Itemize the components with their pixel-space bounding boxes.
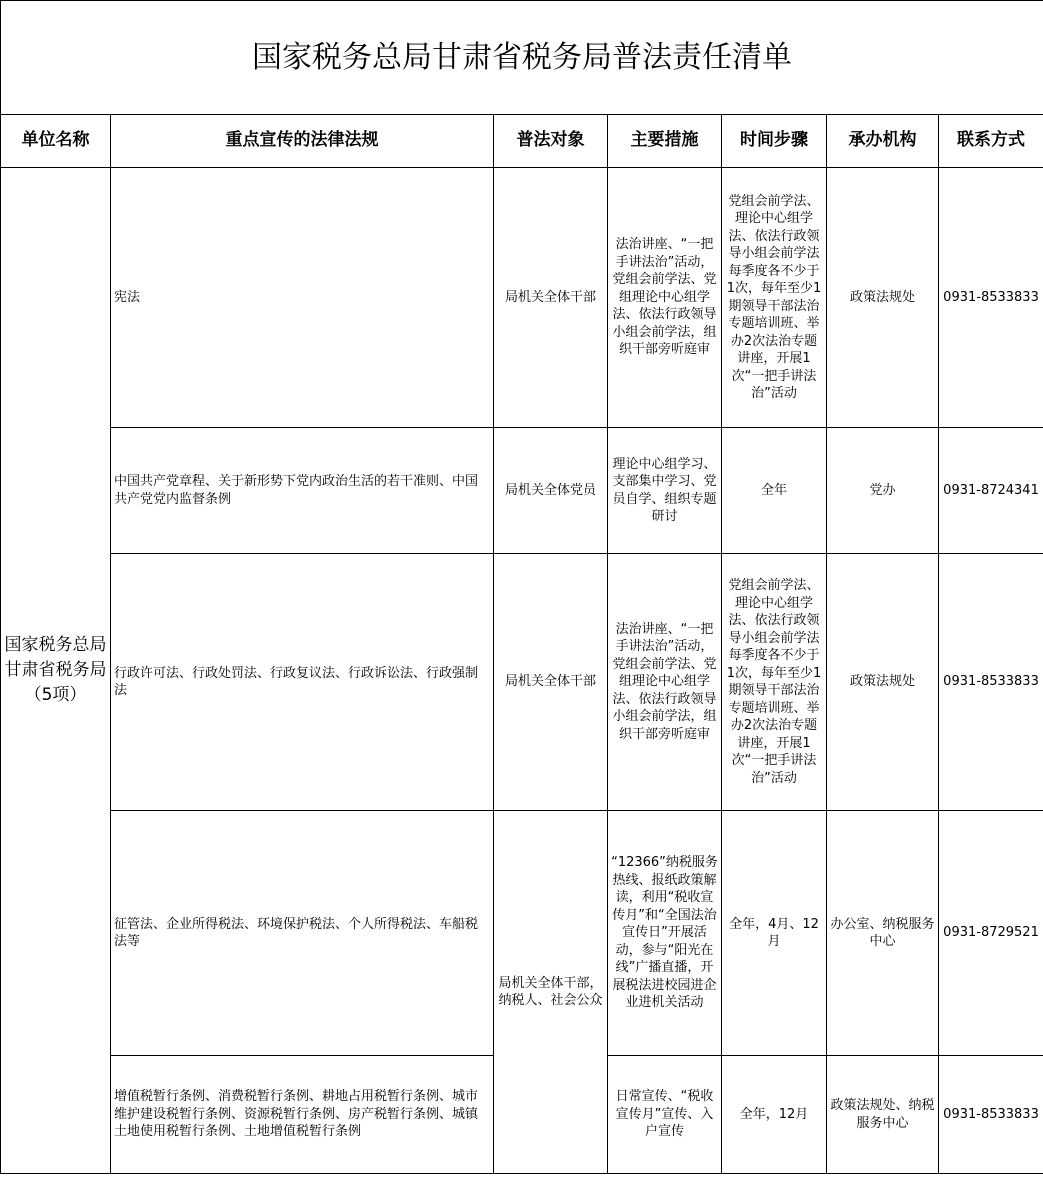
department-cell: 政策法规处	[827, 168, 939, 428]
header-laws: 重点宣传的法律法规	[111, 115, 494, 168]
table-row	[1, 428, 1043, 554]
measures-cell: 法治讲座、“一把手讲法治”活动，党组会前学法、党组理论中心组学法、依法行政领导小组会前学法，组织干部旁听庭审	[608, 168, 722, 428]
measures-cell: 法治讲座、“一把手讲法治”活动，党组会前学法、党组理论中心组学法、依法行政领导小组会前学法，组织干部旁听庭审	[608, 554, 722, 811]
header-department: 承办机构	[827, 115, 939, 168]
department-cell: 政策法规处	[827, 554, 939, 811]
table-row	[1, 168, 1043, 428]
schedule-cell: 党组会前学法、理论中心组学法、依法行政领导小组会前学法每季度各不少于1次，每年至少1期领导干部法治专题培训班、举办2次法治专题讲座，开展1次“一把手讲法治”活动	[722, 554, 827, 811]
target-cell: 局机关全体党员	[494, 428, 608, 554]
header-schedule: 时间步骤	[722, 115, 827, 168]
laws-cell: 征管法、企业所得税法、环境保护税法、个人所得税法、车船税法等	[111, 811, 494, 1056]
schedule-cell: 全年	[722, 428, 827, 554]
schedule-cell: 全年，12月	[722, 1056, 827, 1174]
department-cell: 政策法规处、纳税服务中心	[827, 1056, 939, 1174]
contact-cell: 0931-8533833	[939, 1056, 1043, 1174]
target-cell: 局机关全体干部	[494, 168, 608, 428]
header-unit: 单位名称	[1, 115, 111, 168]
target-cell: 局机关全体干部，纳税人、社会公众	[494, 811, 608, 1174]
table-row	[1, 554, 1043, 811]
laws-cell: 行政许可法、行政处罚法、行政复议法、行政诉讼法、行政强制法	[111, 554, 494, 811]
contact-cell: 0931-8729521	[939, 811, 1043, 1056]
measures-cell: “12366”纳税服务热线、报纸政策解读，利用“税收宣传月”和“全国法治宣传日”开展活动，参与“阳光在线”广播直播，开展税法进校园进企业进机关活动	[608, 811, 722, 1056]
department-cell: 党办	[827, 428, 939, 554]
laws-cell: 增值税暂行条例、消费税暂行条例、耕地占用税暂行条例、城市维护建设税暂行条例、资源税暂行条例、房产税暂行条例、城镇土地使用税暂行条例、土地增值税暂行条例	[111, 1056, 494, 1174]
contact-cell: 0931-8533833	[939, 554, 1043, 811]
measures-cell: 日常宣传、“税收宣传月”宣传、入户宣传	[608, 1056, 722, 1174]
header-contact: 联系方式	[939, 115, 1043, 168]
unit-name-cell	[1, 168, 111, 1174]
schedule-cell: 党组会前学法、理论中心组学法、依法行政领导小组会前学法每季度各不少于1次，每年至少1期领导干部法治专题培训班、举办2次法治专题讲座，开展1次“一把手讲法治”活动	[722, 168, 827, 428]
header-target: 普法对象	[494, 115, 608, 168]
unit-name: 国家税务总局甘肃省税务局	[4, 635, 107, 680]
target-cell: 局机关全体干部	[494, 554, 608, 811]
department-cell: 办公室、纳税服务中心	[827, 811, 939, 1056]
contact-cell: 0931-8724341	[939, 428, 1043, 554]
laws-cell: 宪法	[111, 168, 494, 428]
laws-cell: 中国共产党章程、关于新形势下党内政治生活的若干准则、中国共产党党内监督条例	[111, 428, 494, 554]
measures-cell: 理论中心组学习、支部集中学习、党员自学、组织专题研讨	[608, 428, 722, 554]
header-measures: 主要措施	[608, 115, 722, 168]
contact-cell: 0931-8533833	[939, 168, 1043, 428]
unit-count: （5项）	[24, 685, 87, 705]
page-title: 国家税务总局甘肃省税务局普法责任清单	[1, 1, 1043, 115]
schedule-cell: 全年，4月、12月	[722, 811, 827, 1056]
table-row	[1, 811, 1043, 1056]
